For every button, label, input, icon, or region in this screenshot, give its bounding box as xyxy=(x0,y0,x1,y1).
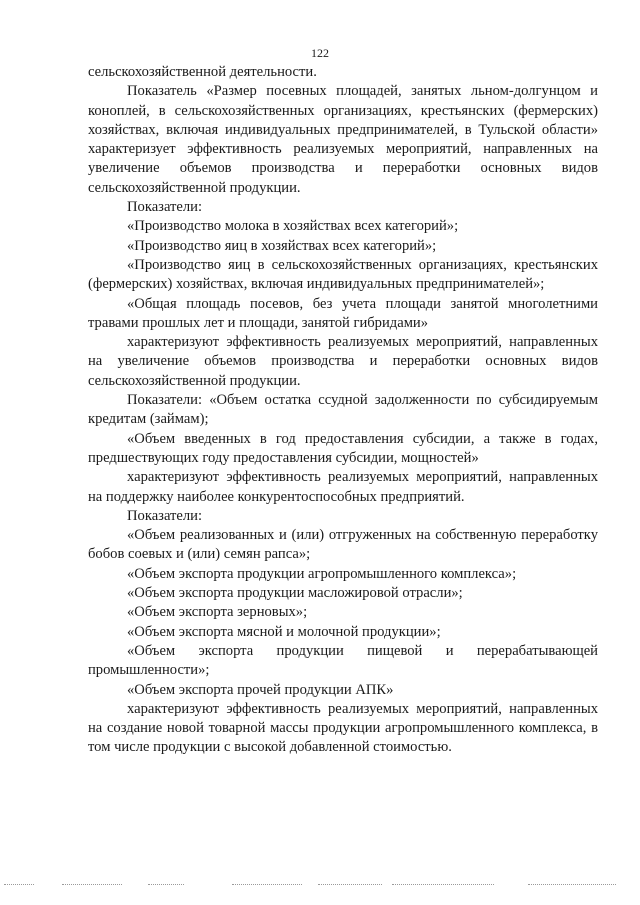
paragraph: «Объем экспорта продукции агропромышленного комплекса»; xyxy=(127,565,517,582)
paragraph: «Производство молока в хозяйствах всех категорий»; xyxy=(127,218,459,235)
paragraph: «Объем экспорта мясной и молочной продукции»; xyxy=(127,623,441,640)
paragraph: «Общая площадь посевов, без учета площади занятой многолетними травами прошлых лет и площади, занятой гибридами» xyxy=(88,295,598,331)
paragraph: характеризуют эффективность реализуемых мероприятий, направленных на увеличение объемов производства и переработки основных видов сельскохозяйственной продукции. xyxy=(88,334,598,389)
scan-noise-line xyxy=(0,884,640,888)
paragraph: сельскохозяйственной деятельности. xyxy=(88,64,317,80)
paragraph: «Объем реализованных и (или) отгруженных на собственную переработку бобов соевых и (или) семян рапса»; xyxy=(88,527,598,563)
paragraph: Показатели: «Объем остатка ссудной задолженности по субсидируемым кредитам (займам); xyxy=(88,392,598,428)
paragraph: Показатели: xyxy=(127,507,203,524)
page-number: 122 xyxy=(311,46,329,60)
paragraph: «Объем введенных в год предоставления субсидии, а также в годах, предшествующих году предоставления субсидии, мощностей» xyxy=(88,430,598,466)
paragraph: «Производство яиц в сельскохозяйственных организациях, крестьянских (фермерских) хозяйствах, включая индивидуальных предпринимателей»; xyxy=(88,256,598,293)
paragraph: Показатель «Размер посевных площадей, занятых льном-долгунцом и коноплей, в сельскохозяйственных организациях, крестьянских (фермерских) хозяйствах, включая индивидуальных предпринимателей, в Тульской области» характеризует эффективность реализуемых мероприятий, направленных на увеличение объемов производства и переработки основных видов сельскохозяйственной продукции. xyxy=(88,83,598,196)
paragraph: «Объем экспорта прочей продукции АПК» xyxy=(127,681,394,698)
paragraph: характеризуют эффективность реализуемых мероприятий, направленных на создание новой товарной массы продукции агропромышленного комплекса, в том числе продукции с высокой добавленной стоимостью. xyxy=(88,700,598,756)
paragraph: «Производство яиц в хозяйствах всех категорий»; xyxy=(127,237,437,254)
document-body xyxy=(88,63,598,758)
paragraph: «Объем экспорта продукции пищевой и перерабатывающей промышленности»; xyxy=(88,642,598,679)
paragraph: Показатели: xyxy=(127,199,203,216)
paragraph: «Объем экспорта зерновых»; xyxy=(127,604,308,621)
paragraph: «Объем экспорта продукции масложировой отрасли»; xyxy=(127,585,463,602)
paragraph: характеризуют эффективность реализуемых мероприятий, направленных на поддержку наиболее конкурентоспособных предприятий. xyxy=(88,469,598,505)
